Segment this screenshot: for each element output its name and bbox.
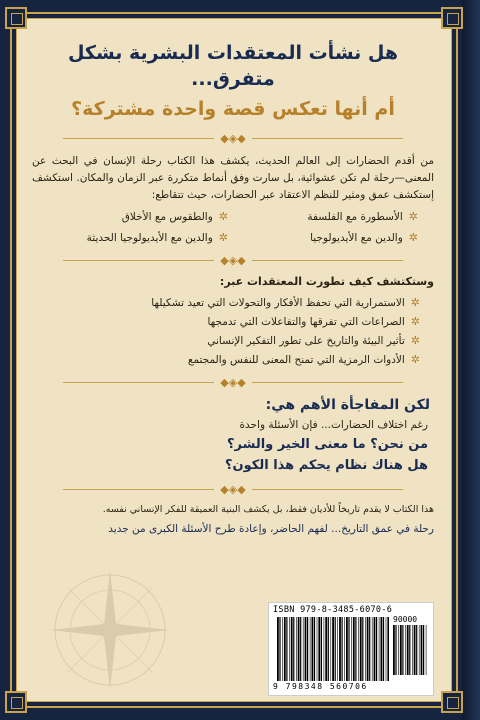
star-bullet-icon: ✲ [410,353,420,366]
question-line-1: من نحن؟ ما معنى الخير والشر؟ [226,437,428,452]
compass-watermark-icon [30,560,190,700]
diamond-ornament-icon: ◆◈◆ [220,132,246,145]
star-bullet-icon: ✲ [408,231,418,244]
list-item: ✲ والطقوس مع الأخلاق [121,210,228,223]
barcode-digits: 9 798348 560706 [273,682,368,691]
star-bullet-icon: ✲ [410,296,420,309]
ornament-divider [63,376,403,389]
surprise-title: لكن المفاجأة الأهم هي: [265,397,430,413]
price-code: 90000 [393,615,418,624]
price-barcode-bars-icon [393,625,427,675]
question-line-2: هل هناك نظام يحكم هذا الكون؟ [225,458,428,473]
intro-paragraph: من أقدم الحضارات إلى العالم الحديث، يكشف هذا الكتاب رحلة الإنسان في البحث عن المعنى—رحلة لم تكن عشوائية، بل سارت وفق أنماط متكررة عبر الزمان والمكان. استكشف إستكشف عمق ومثير للنظم الاعتقاد عبر الحضارات، حيث تتقاطع: [32,155,434,201]
star-bullet-icon: ✲ [218,210,228,223]
outro-line-2: رحلة في عمق التاريخ... لفهم الحاضر، وإعادة طرح الأسئلة الكبرى من جديد [108,523,434,535]
diamond-ornament-icon: ◆◈◆ [220,483,246,496]
evolution-heading: وستكتشف كيف تطورت المعتقدات عبر: [219,275,434,288]
star-bullet-icon: ✲ [410,315,420,328]
star-bullet-icon: ✲ [410,334,420,347]
star-bullet-icon: ✲ [408,210,418,223]
diamond-ornament-icon: ◆◈◆ [220,376,246,389]
spine-edge [462,0,480,720]
evolution-list [28,296,438,366]
list-item: ✲ الصراعات التي تفرقها والتفاعلات التي تدمجها [207,315,420,328]
isbn-barcode [268,602,434,696]
corner-ornament-bottom-left [5,691,27,713]
corner-ornament-top-left [5,7,27,29]
star-bullet-icon: ✲ [218,231,228,244]
headline-question-1: هل نشأت المعتقدات البشرية بشكل متفرق... [67,42,399,90]
ornament-divider [63,483,403,496]
corner-ornament-bottom-right [441,691,463,713]
list-item: ✲ والدين مع الأيديولوجيا [310,231,418,244]
corner-ornament-top-right [441,7,463,29]
barcode-bars-icon [277,617,389,681]
back-cover-content [28,30,438,535]
list-item: ✲ تأثير البيئة والتاريخ على تطور التفكير الإنساني [207,334,420,347]
surprise-line: رغم اختلاف الحضارات... فإن الأسئلة واحدة [239,419,428,431]
isbn-number: ISBN 979-8-3485-6070-6 [273,605,393,615]
list-item: ✲ الاستمرارية التي تحفظ الأفكار والتحولات التي تعيد تشكيلها [151,296,420,309]
headline-question-2: أم أنها تعكس قصة واحدة مشتركة؟ [71,98,395,120]
intersections-grid [28,210,438,244]
diamond-ornament-icon: ◆◈◆ [220,254,246,267]
list-item: ✲ الأدوات الرمزية التي تمنح المعنى للنفس والمجتمع [187,353,420,366]
ornament-divider [63,254,403,267]
list-item: ✲ والدين مع الأيديولوجيا الحديثة [86,231,228,244]
list-item: ✲ الأسطورة مع الفلسفة [307,210,418,223]
ornament-divider [63,132,403,145]
outro-line-1: هذا الكتاب لا يقدم تاريخاً للأديان فقط، بل يكشف البنية العميقة للفكر الإنساني نفسه. [102,504,434,515]
